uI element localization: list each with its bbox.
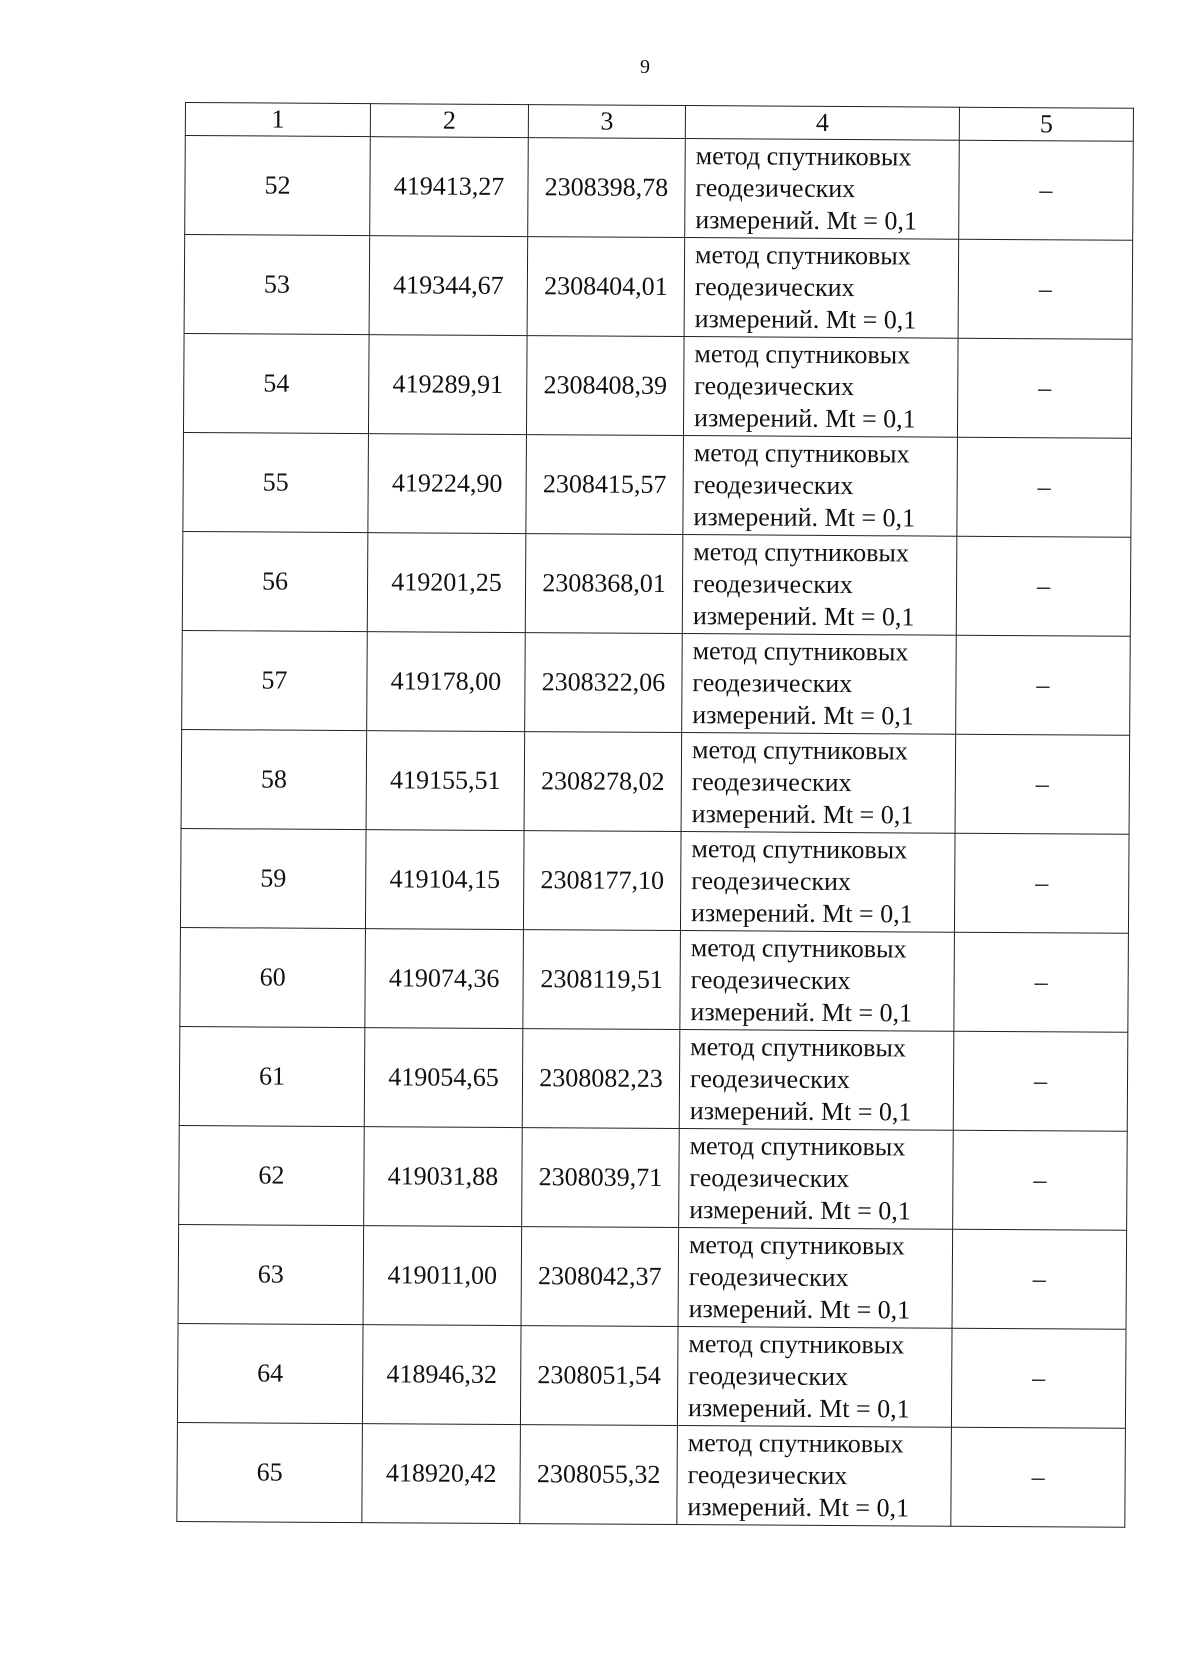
y-coordinate-cell: 2308398,78 [528,138,686,238]
point-number-cell: 58 [181,729,367,829]
method-cell [682,634,957,735]
table-row [180,828,1129,933]
method-line: геодезических [692,668,853,699]
method-line: метод спутниковых [694,240,911,271]
method-line: геодезических [694,371,855,402]
note-cell: – [954,932,1129,1032]
point-number-cell: 65 [177,1422,363,1522]
coordinates-table-wrapper [176,102,1133,1528]
method-line: измерений. Mt = 0,1 [694,304,917,335]
method-line: измерений. Mt = 0,1 [693,502,916,533]
x-coordinate-cell: 419413,27 [370,137,529,237]
column-header-2: 2 [370,104,528,138]
x-coordinate-cell: 419155,51 [366,731,525,831]
note-cell: – [952,1229,1127,1329]
method-line: измерений. Mt = 0,1 [687,1492,910,1523]
method-line: метод спутниковых [692,636,909,667]
x-coordinate-cell: 419178,00 [367,632,526,732]
column-header-3: 3 [528,105,685,139]
point-number-cell: 57 [182,630,368,730]
page-number: 9 [640,56,650,78]
method-line: метод спутниковых [689,1131,906,1162]
column-header-4: 4 [685,106,959,141]
y-coordinate-cell: 2308404,01 [527,237,685,337]
note-cell: – [954,833,1129,933]
method-cell [685,139,960,240]
table-row [182,630,1131,735]
column-header-5: 5 [959,107,1133,141]
x-coordinate-cell: 419289,91 [368,335,527,435]
method-cell [679,1129,954,1230]
method-line: геодезических [689,1163,850,1194]
method-line: измерений. Mt = 0,1 [689,1096,912,1127]
y-coordinate-cell: 2308082,23 [522,1029,680,1129]
point-number-cell: 63 [178,1224,364,1324]
method-cell [680,931,955,1032]
table-row [181,729,1130,834]
x-coordinate-cell: 419201,25 [367,533,526,633]
method-cell [680,832,955,933]
method-line: геодезических [691,866,852,897]
point-number-cell: 55 [183,432,369,532]
method-line: метод спутниковых [687,1428,904,1459]
point-number-cell: 56 [182,531,368,631]
method-line: метод спутниковых [688,1329,905,1360]
method-line: метод спутниковых [690,1032,907,1063]
method-line: измерений. Mt = 0,1 [690,997,913,1028]
column-header-1: 1 [185,103,370,137]
method-line: измерений. Mt = 0,1 [687,1393,910,1424]
point-number-cell: 53 [184,235,370,335]
coordinates-table [176,102,1134,1528]
method-line: метод спутниковых [690,933,907,964]
point-number-cell: 64 [177,1323,363,1423]
x-coordinate-cell: 419011,00 [363,1226,522,1326]
point-number-cell: 54 [183,333,369,433]
note-cell: – [951,1427,1126,1527]
method-line: геодезических [695,173,856,204]
method-cell [678,1228,953,1329]
x-coordinate-cell: 419074,36 [365,929,524,1029]
method-line: геодезических [691,767,852,798]
point-number-cell: 59 [180,828,366,928]
y-coordinate-cell: 2308119,51 [523,930,681,1030]
table-row [185,136,1134,241]
table-row [178,1224,1127,1329]
x-coordinate-cell: 418946,32 [362,1325,521,1425]
x-coordinate-cell: 419031,88 [364,1127,523,1227]
note-cell: – [953,1031,1128,1131]
method-line: измерений. Mt = 0,1 [693,403,916,434]
method-line: измерений. Mt = 0,1 [690,898,913,929]
table-row [177,1422,1126,1527]
table-row [180,927,1129,1032]
table-row [182,531,1131,636]
method-line: метод спутниковых [693,438,910,469]
note-cell: – [951,1328,1126,1428]
x-coordinate-cell: 418920,42 [362,1424,521,1524]
method-line: геодезических [694,272,855,303]
method-cell [677,1426,952,1527]
note-cell: – [953,1130,1128,1230]
point-number-cell: 62 [179,1125,365,1225]
method-line: геодезических [688,1361,849,1392]
point-number-cell: 52 [185,136,371,236]
table-row [179,1026,1128,1131]
method-line: геодезических [687,1460,848,1491]
note-cell: – [958,239,1133,339]
point-number-cell: 61 [179,1026,365,1126]
y-coordinate-cell: 2308055,32 [520,1425,678,1525]
table-row [184,235,1133,340]
method-line: измерений. Mt = 0,1 [691,799,914,830]
note-cell: – [957,338,1132,438]
method-line: измерений. Mt = 0,1 [695,205,917,236]
method-line: измерений. Mt = 0,1 [689,1195,911,1226]
method-line: метод спутниковых [691,834,908,865]
note-cell: – [955,734,1130,834]
method-line: геодезических [688,1262,849,1293]
y-coordinate-cell: 2308051,54 [520,1326,678,1426]
point-number-cell: 60 [180,927,366,1027]
method-line: метод спутниковых [695,141,912,172]
table-row [183,333,1132,438]
y-coordinate-cell: 2308039,71 [522,1128,680,1228]
y-coordinate-cell: 2308415,57 [526,435,684,535]
method-line: геодезических [690,965,851,996]
method-line: метод спутниковых [694,339,911,370]
note-cell: – [956,536,1131,636]
y-coordinate-cell: 2308278,02 [524,732,682,832]
method-cell [682,535,957,636]
y-coordinate-cell: 2308177,10 [523,831,681,931]
y-coordinate-cell: 2308408,39 [526,336,684,436]
method-line: измерений. Mt = 0,1 [692,601,915,632]
x-coordinate-cell: 419344,67 [369,236,528,336]
method-cell [684,238,959,339]
x-coordinate-cell: 419104,15 [365,830,524,930]
method-cell [679,1030,954,1131]
method-line: геодезических [692,569,853,600]
table-body [177,136,1133,1528]
y-coordinate-cell: 2308042,37 [521,1227,679,1327]
method-line: измерений. Mt = 0,1 [688,1294,911,1325]
method-line: измерений. Mt = 0,1 [692,700,914,731]
y-coordinate-cell: 2308368,01 [525,534,683,634]
method-line: метод спутниковых [691,735,908,766]
method-cell [681,733,956,834]
note-cell: – [956,635,1131,735]
method-line: метод спутниковых [693,537,910,568]
note-cell: – [957,437,1132,537]
x-coordinate-cell: 419054,65 [364,1028,523,1128]
y-coordinate-cell: 2308322,06 [525,633,683,733]
method-line: геодезических [693,470,854,501]
x-coordinate-cell: 419224,90 [368,434,527,534]
table-row [179,1125,1128,1230]
method-cell [683,337,958,438]
method-line: метод спутниковых [688,1230,905,1261]
table-row [183,432,1132,537]
method-line: геодезических [689,1064,850,1095]
method-cell [683,436,958,537]
table-row [177,1323,1126,1428]
note-cell: – [959,140,1134,240]
method-cell [677,1327,952,1428]
